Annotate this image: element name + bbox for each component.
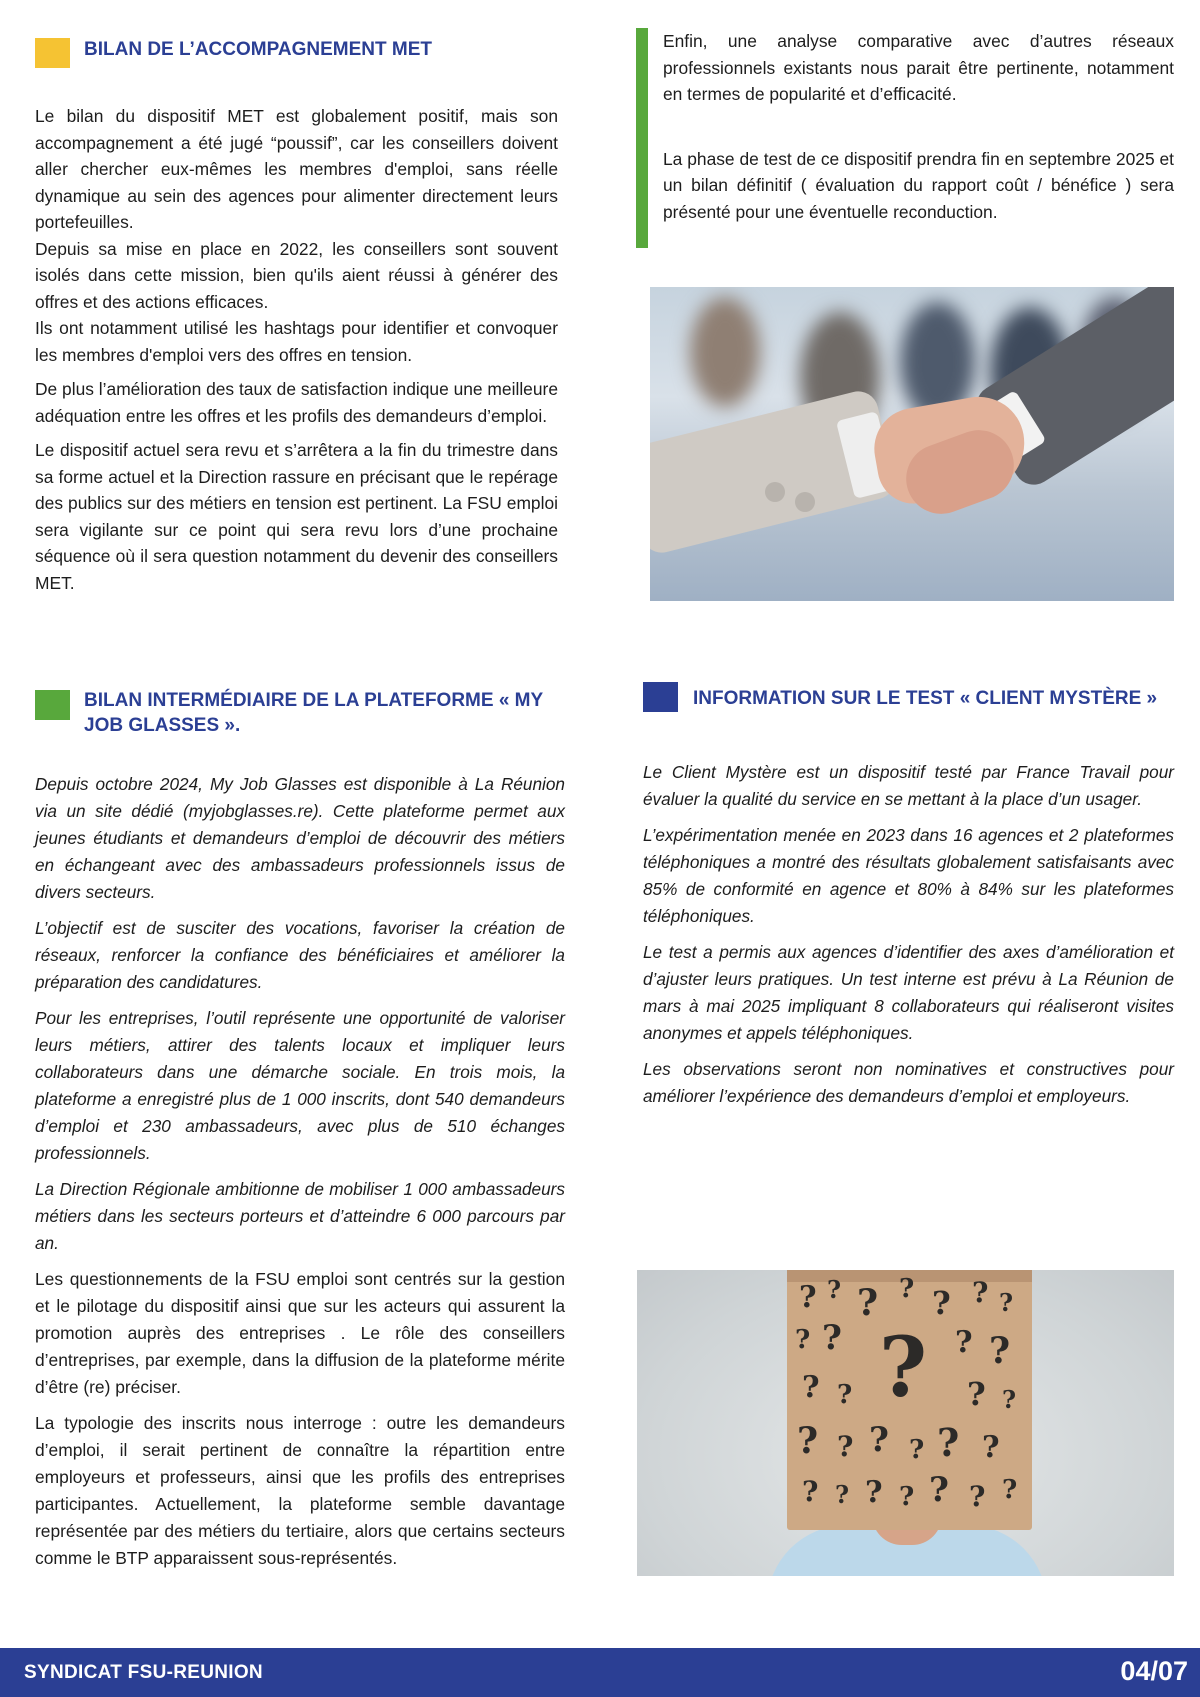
myjob-paragraph-5: Les questionnements de la FSU emploi sont centrés sur la gestion et le pilotage du dispositif ainsi que sur les acteurs qui assurent la promotion auprès des entreprises . Le rôle des conseillers d’entreprises, par exemple, dans la diffusion de la plateforme mérite d’être (re) préciser. bbox=[35, 1269, 565, 1397]
client-italic-paragraph-4: Les observations seront non nominatives et constructives pour améliorer l’expérience des demandeurs d’emploi et employeurs. bbox=[643, 1059, 1174, 1106]
met-paragraph-5: Le dispositif actuel sera revu et s’arrêtera a la fin du trimestre dans sa forme actuel et la Direction rassure en précisant que le repérage des publics sur des métiers en tension est pertinent. La FSU emploi sera vigilante sur ce point qui sera revu lors d’une prochaine séquence où il sera question notamment du devenir des conseillers MET. bbox=[35, 440, 558, 593]
myjob-italic-paragraph-1: Depuis octobre 2024, My Job Glasses est disponible à La Réunion via un site dédié (myjobglasses.re). Cette plateforme permet aux jeunes étudiants et demandeurs d’emploi de découvrir des métiers en échangeant avec des ambassadeurs professionnels issus de divers secteurs. bbox=[35, 774, 565, 902]
met-paragraph-2: Depuis sa mise en place en 2022, les conseillers sont souvent isolés dans cette mission, bien qu'ils aient réussi à générer des offres et des actions efficaces. bbox=[35, 238, 558, 312]
section-client bbox=[643, 682, 1174, 1110]
myjob-italic-paragraph-2: L’objectif est de susciter des vocations, favoriser la création de réseaux, renforcer la confiance des bénéficiaires et améliorer la préparation des candidatures. bbox=[35, 918, 565, 992]
yellow-square-icon bbox=[35, 38, 70, 68]
footer-bar bbox=[0, 1648, 1200, 1697]
navy-square-icon bbox=[643, 682, 678, 712]
green-accent-bar bbox=[636, 28, 648, 248]
callout-paragraph-1: Enfin, une analyse comparative avec d’autres réseaux professionnels existants nous parait être pertinente, notamment en termes de popularité et d’efficacité. bbox=[663, 31, 1174, 104]
callout-paragraph-2: La phase de test de ce dispositif prendra fin en septembre 2025 et un bilan définitif ( évaluation du rapport coût / bénéfice ) sera présenté pour une éventuelle reconduction. bbox=[663, 148, 1174, 222]
section-myjob-title: BILAN INTERMÉDIAIRE DE LA PLATEFORME « MY JOB GLASSES ». bbox=[84, 690, 543, 736]
met-paragraph-3: Ils ont notamment utilisé les hashtags pour identifier et convoquer les membres d'emploi vers des offres en tension. bbox=[35, 318, 558, 365]
client-italic-paragraph-1: Le Client Mystère est un dispositif testé par France Travail pour évaluer la qualité du service en se mettant à la place d’un usager. bbox=[643, 762, 1174, 809]
section-client-title: INFORMATION SUR LE TEST « CLIENT MYSTÈRE » bbox=[693, 688, 1158, 709]
footer-org: SYNDICAT FSU-REUNION bbox=[24, 1662, 263, 1683]
myjob-italic-paragraph-4: La Direction Régionale ambitionne de mobiliser 1 000 ambassadeurs métiers dans les secteurs porteurs et d’atteindre 6 000 parcours par an. bbox=[35, 1179, 565, 1253]
green-square-icon bbox=[35, 690, 70, 720]
met-paragraph-1: Le bilan du dispositif MET est globalement positif, mais son accompagnement a été jugé “poussif”, car les conseillers doivent aller chercher eux-mêmes les membres d'emploi, sans réelle dynamique au sein des agences pour alimenter directement leurs portefeuilles. bbox=[35, 106, 558, 232]
callout-box bbox=[636, 28, 1174, 225]
section-myjob bbox=[35, 688, 565, 1572]
question-mark-bag-photo: ? ? ? ? ? ? ? ? ? ? ? ? ? ? ? ? ? ? ? ? ? ? ? ? ? ? ? ? ? bbox=[637, 1270, 1174, 1576]
client-italic-paragraph-2: L’expérimentation menée en 2023 dans 16 agences et 2 plateformes téléphoniques a montré des résultats globalement satisfaisants avec 85% de conformité en agence et 80% à 84% sur les plateformes téléphoniques. bbox=[643, 825, 1174, 926]
section-met-title: BILAN DE L’ACCOMPAGNEMENT MET bbox=[84, 39, 432, 60]
myjob-italic-paragraph-3: Pour les entreprises, l’outil représente une opportunité de valoriser leurs métiers, attirer des talents locaux et impliquer leurs collaborateurs dans une démarche sociale. En trois mois, la plateforme a enregistré plus de 1 000 inscrits, dont 540 demandeurs d’emploi et 230 ambassadeurs, avec plus de 510 échanges professionnels. bbox=[35, 1008, 565, 1163]
section-met-heading bbox=[35, 36, 558, 68]
myjob-paragraph-6: La typologie des inscrits nous interroge : outre les demandeurs d’emploi, il serait pertinent de connaître la répartition entre employeurs et professeurs, ainsi que les profils des entreprises participantes. Actuellement, la plateforme semble davantage représentée par des métiers du tertiaire, alors que certains secteurs comme le BTP apparaissent sous-représentés. bbox=[35, 1413, 565, 1568]
page-number: 04/07 bbox=[1120, 1656, 1188, 1686]
client-italic-paragraph-3: Le test a permis aux agences d’identifier des axes d’amélioration et d’ajuster leurs pratiques. Un test interne est prévu à La Réunion de mars à mai 2025 impliquant 8 collaborateurs qui réaliseront visites anonymes et appels téléphoniques. bbox=[643, 942, 1174, 1043]
section-met bbox=[35, 36, 558, 596]
section-client-heading bbox=[643, 682, 1174, 712]
met-paragraph-4: De plus l’amélioration des taux de satisfaction indique une meilleure adéquation entre les offres et les profils des demandeurs d’emploi. bbox=[35, 379, 558, 426]
handshake-photo bbox=[650, 287, 1174, 601]
section-myjob-heading bbox=[35, 688, 565, 738]
